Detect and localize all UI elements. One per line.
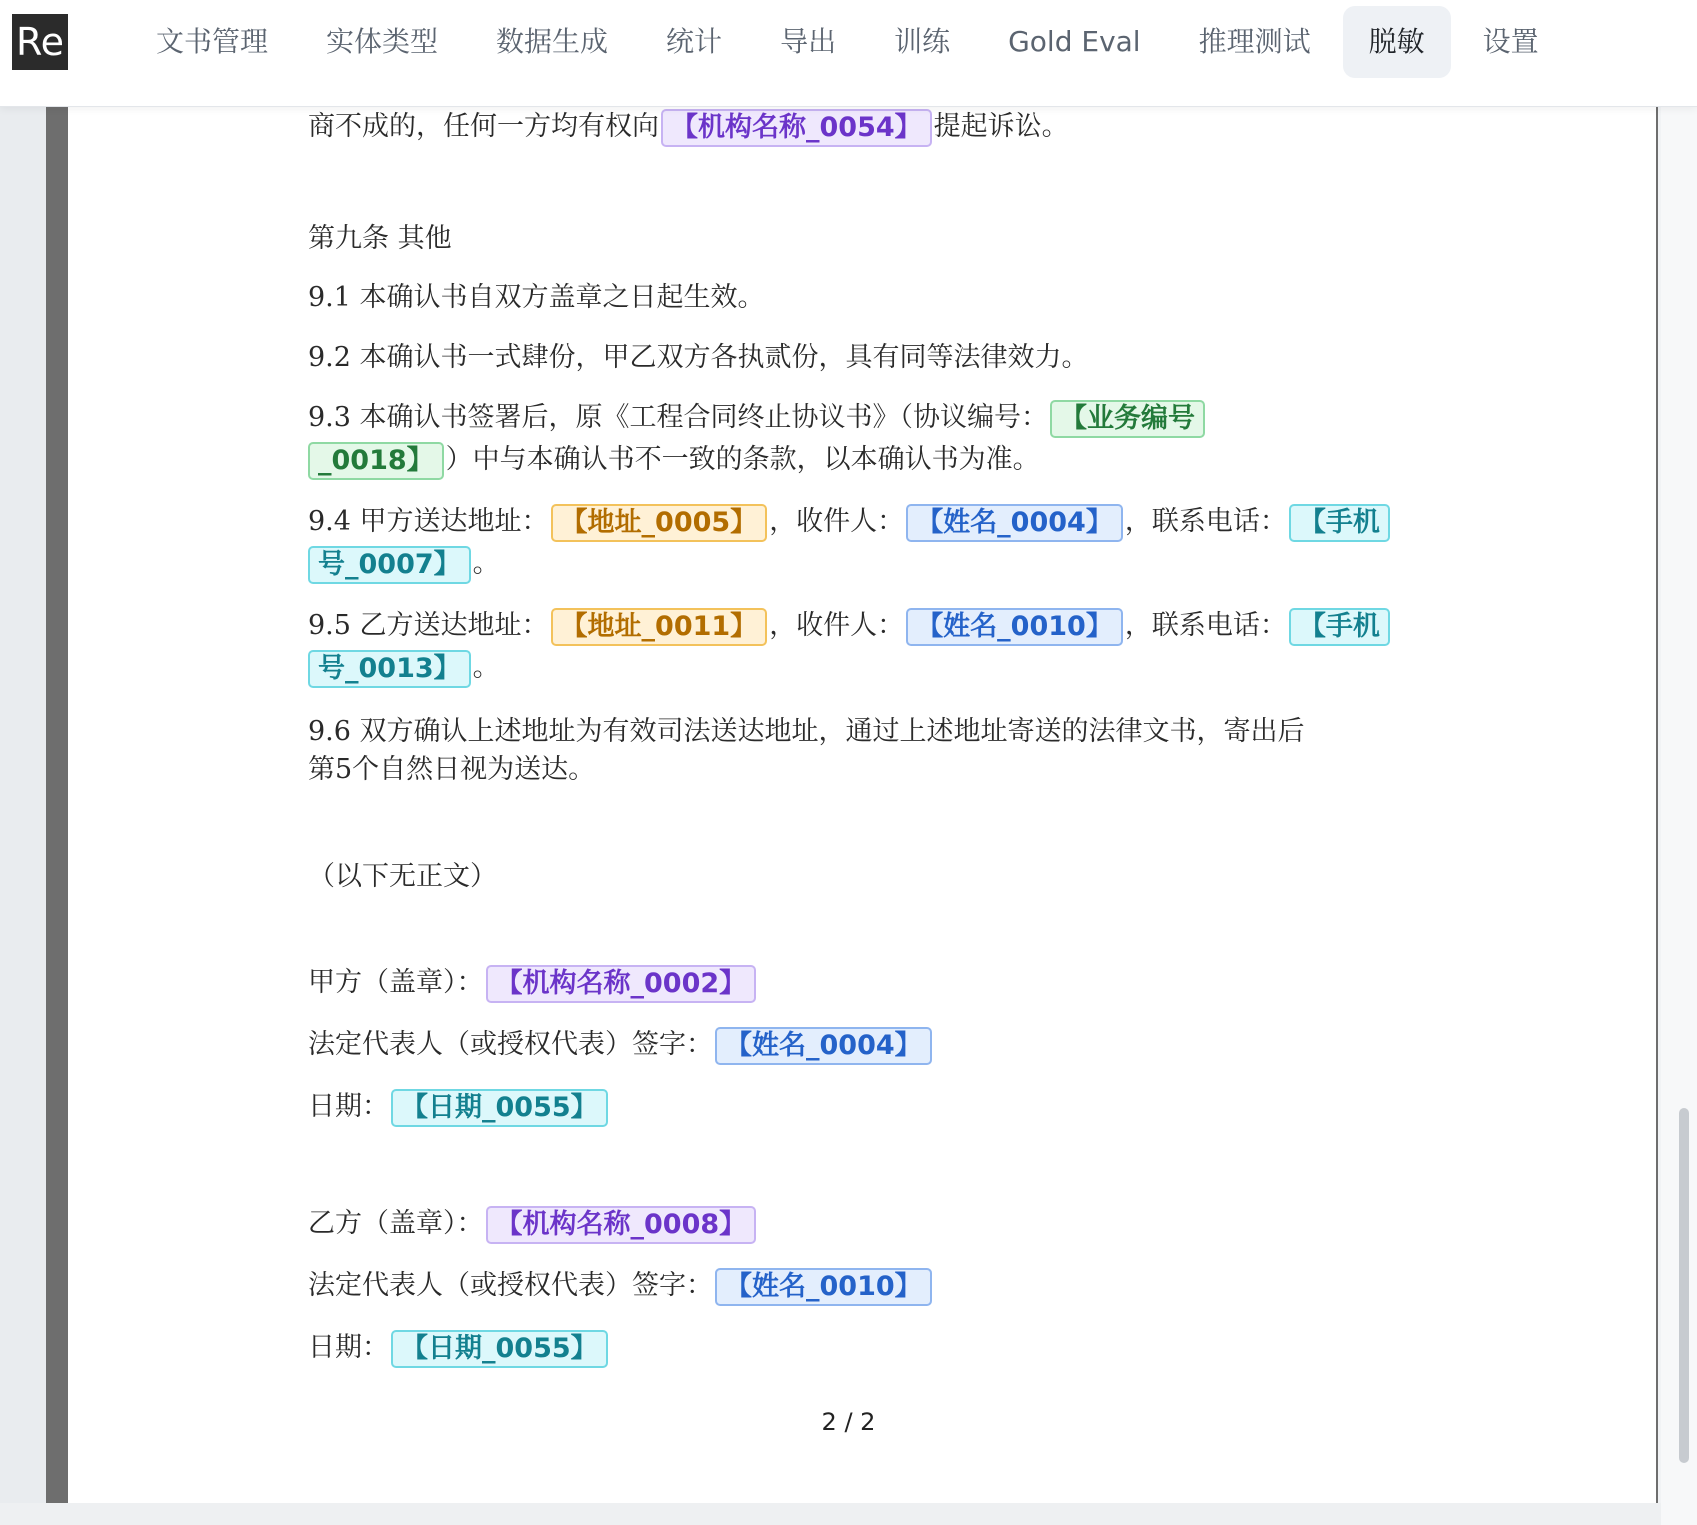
no-further-text: （以下无正文） [308, 861, 497, 892]
nav-item-export[interactable]: 导出 [780, 25, 837, 58]
entity-tag-name[interactable]: 【姓名_0010】 [906, 608, 1123, 646]
entity-tag-name[interactable]: 【姓名_0010】 [715, 1268, 932, 1306]
party-a-seal [308, 962, 758, 1004]
clause-9-4-line2 [308, 543, 500, 585]
text: 日期： [308, 1091, 389, 1122]
party-b-seal [308, 1203, 758, 1245]
nav-item-data-generation[interactable]: 数据生成 [496, 25, 609, 58]
nav-item-statistics[interactable]: 统计 [666, 25, 723, 58]
entity-tag-address[interactable]: 【地址_0005】 [551, 504, 768, 542]
nav-item-inference-test[interactable]: 推理测试 [1198, 25, 1311, 58]
party-b-rep [308, 1265, 934, 1307]
clause-9-1: 9.1 本确认书自双方盖章之日起生效。 [308, 282, 765, 313]
viewer-left-margin [0, 106, 46, 1525]
clause-9-3-line2 [308, 439, 1040, 481]
article-9-title: 第九条 其他 [308, 223, 452, 254]
party-a-rep [308, 1024, 934, 1066]
nav-item-gold-eval[interactable]: Gold Eval [1008, 25, 1141, 58]
text: 日期： [308, 1332, 389, 1363]
entity-tag-name[interactable]: 【姓名_0004】 [715, 1027, 932, 1065]
text: 提起诉讼。 [933, 111, 1069, 142]
text: ）中与本确认书不一致的条款，以本确认书为准。 [445, 444, 1040, 475]
clause-9-4-line1 [308, 501, 1392, 543]
text: ，联系电话： [1124, 610, 1287, 641]
clause-9-5-line1 [308, 605, 1392, 647]
nav-item-training[interactable]: 训练 [894, 25, 951, 58]
entity-tag-date[interactable]: 【日期_0055】 [391, 1089, 608, 1127]
page-indicator: 2 / 2 [821, 1408, 876, 1436]
entity-tag-name[interactable]: 【姓名_0004】 [906, 504, 1123, 542]
entity-tag-phone[interactable]: 号_0007】 [308, 546, 471, 584]
clause-9-2: 9.2 本确认书一式肆份，甲乙双方各执贰份，具有同等法律效力。 [308, 342, 1089, 373]
party-b-date [308, 1327, 610, 1369]
nav-item-desensitize[interactable]: 脱敏 [1343, 6, 1451, 78]
text: ，联系电话： [1124, 506, 1287, 537]
text: ，收件人： [769, 506, 905, 537]
text: 。 [472, 652, 500, 683]
clause-9-6-line2: 第5个自然日视为送达。 [308, 754, 596, 785]
entity-tag-phone[interactable]: 号_0013】 [308, 650, 471, 688]
text: 乙方（盖章）： [308, 1208, 484, 1239]
entity-tag-address[interactable]: 【地址_0011】 [551, 608, 768, 646]
text: 9.4 甲方送达地址： [308, 506, 549, 537]
nav-item-entity-types[interactable]: 实体类型 [326, 25, 439, 58]
entity-tag-business-id[interactable]: _0018】 [308, 442, 444, 480]
top-navigation-bar [0, 0, 1697, 107]
entity-tag-org[interactable]: 【机构名称_0002】 [486, 965, 757, 1003]
text: 甲方（盖章）： [308, 967, 484, 998]
text: 。 [472, 548, 500, 579]
entity-tag-date[interactable]: 【日期_0055】 [391, 1330, 608, 1368]
text: 9.5 乙方送达地址： [308, 610, 549, 641]
clause-9-3-line1 [308, 397, 1207, 439]
clause-9-6-line1: 9.6 双方确认上述地址为有效司法送达地址，通过上述地址寄送的法律文书，寄出后 [308, 716, 1305, 747]
entity-tag-phone[interactable]: 【手机 [1289, 504, 1390, 542]
text: 法定代表人（或授权代表）签字： [308, 1029, 713, 1060]
text: 商不成的，任何一方均有权向 [308, 111, 659, 142]
text: 法定代表人（或授权代表）签字： [308, 1270, 713, 1301]
main-nav [130, 6, 1571, 78]
entity-tag-org[interactable]: 【机构名称_0008】 [486, 1206, 757, 1244]
clause-9-5-line2 [308, 647, 500, 689]
nav-item-settings[interactable]: 设置 [1482, 25, 1539, 58]
entity-tag-org[interactable]: 【机构名称_0054】 [661, 109, 932, 147]
paragraph-dispute [308, 106, 1069, 148]
entity-tag-phone[interactable]: 【手机 [1289, 608, 1390, 646]
nav-item-documents[interactable]: 文书管理 [156, 25, 269, 58]
party-a-date [308, 1086, 610, 1128]
entity-tag-business-id[interactable]: 【业务编号 [1050, 400, 1205, 438]
text: 9.3 本确认书签署后，原《工程合同终止协议书》（协议编号： [308, 402, 1049, 433]
app-logo[interactable]: Re [12, 14, 68, 70]
viewer-bottom-margin [0, 1503, 1697, 1525]
text: ，收件人： [769, 610, 905, 641]
